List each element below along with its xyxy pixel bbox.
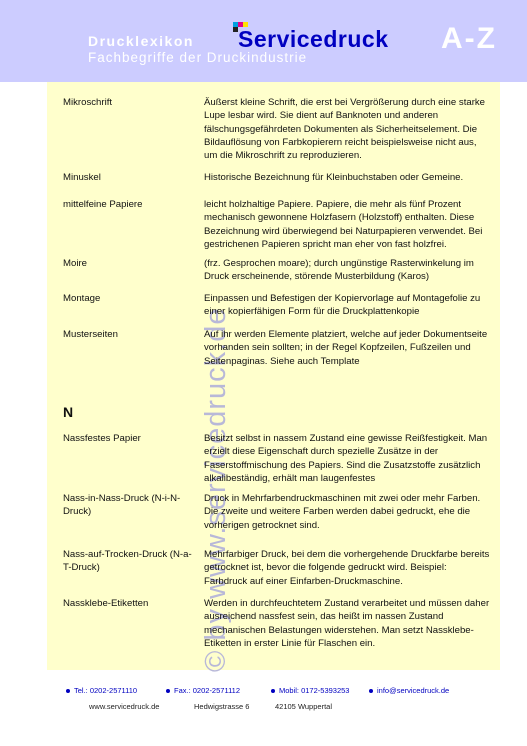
entry-definition: leicht holzhaltige Papiere. Papiere, die mehr als fünf Prozent mechanisch gewonnene Holzfasern (Holzstoff) enthalten. Diese Bezeichnung wird überwiegend bei Naturpapieren verwendet. Bei gestrichenen Papieren spricht man eher von fast holzfrei. [204,199,483,250]
entry-definition: (frz. Gesprochen moare); durch ungünstige Rasterwinkelung im Druck erscheinende, störende Musterbildung (Karos) [204,258,474,283]
watermark: © by www.servicedruck.de [200,307,232,672]
entry-term: Nassklebe-Etiketten [63,598,149,609]
section-heading: N [63,404,74,420]
entry-definition: Historische Bezeichnung für Kleinbuchstaben oder Gemeine. [204,172,464,183]
glossary-panel [47,82,500,670]
brand-logo: Servicedruck [238,26,389,52]
entry-definition: Äußerst kleine Schrift, die erst bei Vergrößerung durch eine starke Lupe lesbar wird. Sie dient auf Banknoten und anderen fälschungsgefährdeten Dokumenten als Sicherheitselement. Die Bildauflösung von Farbkopierern reicht beispielsweise nicht aus, um die Mikroschrift zu reproduzieren. [204,97,486,162]
entry-definition: Auf ihr werden Elemente platziert, welche auf jeder Dokumentseite vorhanden sein sollten; in der Regel Kopfzeilen, Fußzeilen und Seitenpaginas. Siehe auch Template [204,329,488,367]
footer-phone [66,686,137,695]
entry-term: Nass-in-Nass-Druck (N-i-N-Druck) [63,493,181,518]
entry-definition: Besitzt selbst in nassem Zustand eine gewisse Reißfestigkeit. Man erzielt diese Eigenschaft durch spezielle Zusätze in der Faserstoffmischung des Papiers. Sind die Zusatzstoffe zusätzlich alkalibeständig, erhält man laugenfestes [204,433,488,484]
bullet-icon [66,689,70,693]
footer-tel: Tel.: 0202-2571110 [74,686,138,695]
entry-term: Mikroschrift [63,97,113,108]
entry-term: Minuskel [63,172,101,183]
footer-mobile-line [271,686,349,695]
entry-definition: Druck in Mehrfarbendruckmaschinen mit zwei oder mehr Farben. Die zweite und weitere Farben werden dabei gedruckt, ehe die vorherigen getrocknet sind. [204,493,481,531]
entry-term: Montage [63,293,101,304]
footer-email-line [369,686,449,695]
footer-fax: Fax.: 0202-2571112 [174,686,241,695]
entry-term: mittelfeine Papiere [63,199,143,210]
footer-city: 42105 Wuppertal [275,702,332,711]
entry-definition: Werden in durchfeuchtetem Zustand verarbeitet und müssen daher ausreichend nassfest sein, das heißt im nassen Zustand mechanischen Belastungen widerstehen. Man setzt Nassklebe-Etiketten in erster Linie für Flaschen ein. [204,598,490,649]
entry-term: Nassfestes Papier [63,433,141,444]
header-title: Drucklexikon [88,33,194,49]
entry-definition: Einpassen und Befestigen der Kopiervorlage auf Montagefolie zu einer kopierfähigen Form für die Druckplattenkopie [204,293,481,318]
footer-fax-line [166,686,240,695]
footer-mobil: Mobil: 0172-5393253 [279,686,350,695]
header-subtitle: Fachbegriffe der Druckindustrie [88,50,308,65]
bullet-icon [166,689,170,693]
entry-term: Nass-auf-Trocken-Druck (N-a-T-Druck) [63,549,192,574]
entry-term: Moire [63,258,87,269]
footer-street: Hedwigstrasse 6 [194,702,250,711]
entry-term: Musterseiten [63,329,118,340]
footer-web[interactable]: www.servicedruck.de [89,702,160,711]
az-label: A-Z [441,22,497,55]
footer-email[interactable]: info@servicedruck.de [377,686,450,695]
entry-definition: Mehrfarbiger Druck, bei dem die vorhergehende Druckfarbe bereits getrocknet ist, bevor die folgende gedruckt wird. Beispiel: Farbdruck auf einer Einfarben-Druckmaschine. [204,549,490,587]
page-header [0,0,527,82]
bullet-icon [369,689,373,693]
bullet-icon [271,689,275,693]
